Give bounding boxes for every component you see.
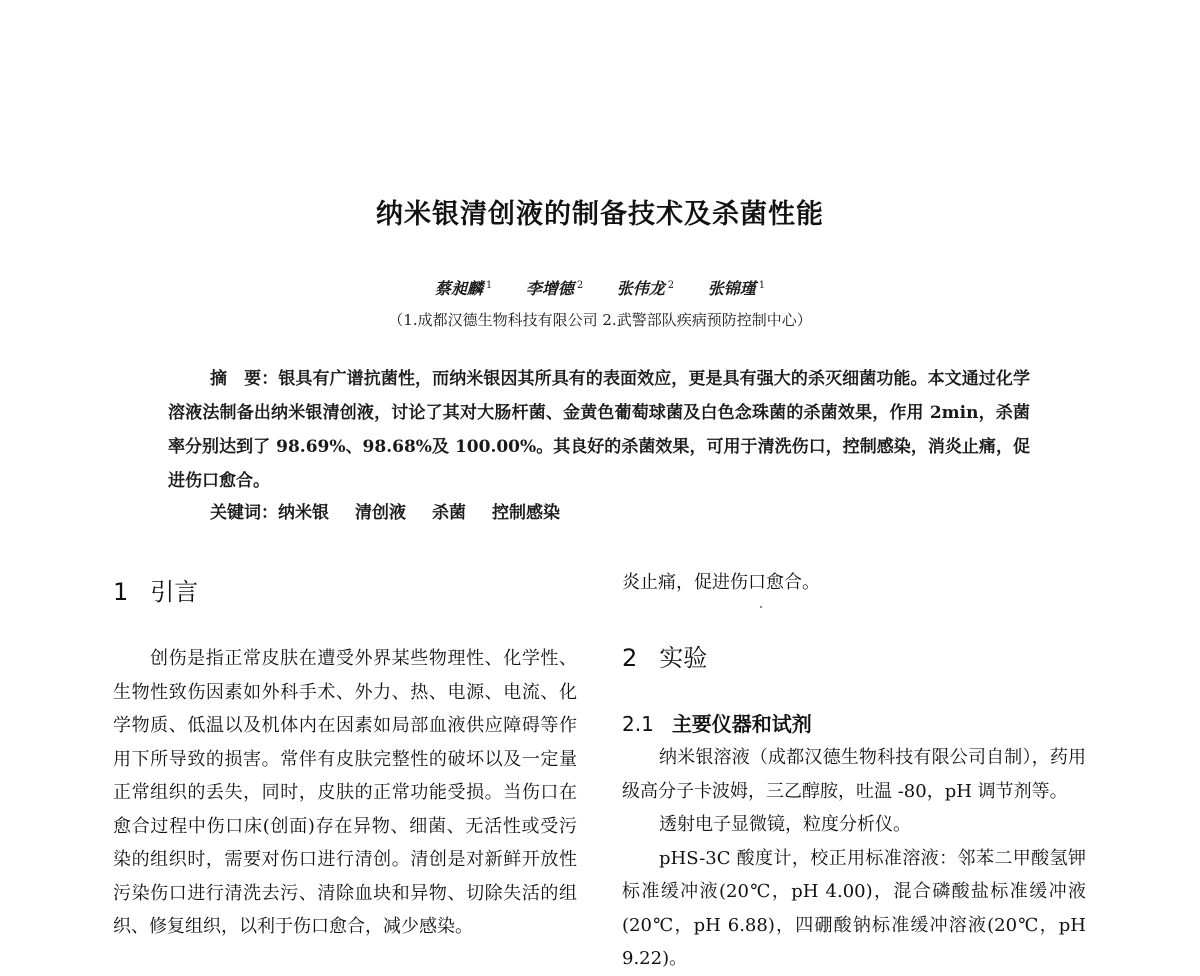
keyword: 杀菌	[432, 503, 466, 523]
keyword: 控制感染	[492, 503, 560, 523]
paragraph: 纳米银溶液（成都汉德生物科技有限公司自制），药用级高分子卡波姆，三乙醇胺，吐温 -80，pH 调节剂等。	[622, 747, 1086, 802]
keywords	[210, 498, 586, 523]
abstract-label: 摘 要：	[210, 369, 279, 389]
section-1-heading: 1 引言	[113, 578, 199, 606]
keyword: 纳米银	[278, 503, 329, 523]
author: 李增德 $^2$	[525, 279, 584, 298]
subsection-2-1-body	[622, 741, 1086, 976]
paragraph: pHS-3C 酸度计，校正用标准溶液：邻苯二甲酸氢钾标准缓冲液(20℃，pH 4.00)，混合磷酸盐标准缓冲液(20℃，pH 6.88)，四硼酸钠标准缓冲溶液(20℃，pH 9.22)。	[622, 847, 1086, 969]
author: 张锦瑾 $^1$	[707, 279, 766, 298]
author: 蔡昶麟 $^1$	[434, 279, 493, 298]
keyword: 清创液	[355, 503, 406, 523]
author: 张伟龙 $^2$	[616, 279, 675, 298]
subsection-2-1-heading: 2.1 主要仪器和试剂	[622, 712, 812, 736]
keywords-label: 关键词：	[210, 503, 278, 523]
continuation-text: 炎止痛，促进伤口愈合。	[622, 572, 820, 593]
paper-title: 纳米银清创液的制备技术及杀菌性能	[376, 199, 824, 230]
paragraph: 透射电子显微镜，粒度分析仪。	[659, 814, 911, 835]
affiliations: （1.成都汉德生物科技有限公司 2.武警部队疾病预防控制中心）	[388, 311, 812, 329]
paragraph: 创伤是指正常皮肤在遭受外界某些物理性、化学性、生物性致伤因素如外科手术、外力、热、电源、电流、化学物质、低温以及机体内在因素如局部血液供应障碍等作用下所导致的损害。常伴有皮肤完整性的破坏以及一定量正常组织的丢失，同时，皮肤的正常功能受损。当伤口在愈合过程中伤口床(创面)存在异物、细菌、无活性或受污染的组织时，需要对伤口进行清创。清创是对新鲜开放性污染伤口进行清洗去污、清除血块和异物、切除失活的组织、修复组织，以利于伤口愈合，减少感染。	[113, 648, 577, 937]
section-1-body	[113, 642, 577, 944]
author-list	[0, 276, 1200, 299]
abstract-text: 银具有广谱抗菌性，而纳米银因其所具有的表面效应，更是具有强大的杀灭细菌功能。本文通过化学溶液法制备出纳米银清创液，讨论了其对大肠杆菌、金黄色葡萄球菌及白色念珠菌的杀菌效果，作用 2min，杀菌率分别达到了 98.69%、98.68%及 100.00%。其良好的杀菌效果，可用于清洗伤口，控制感染，消炎止痛，促进伤口愈合。	[168, 369, 1031, 491]
abstract	[168, 362, 1030, 498]
print-speck	[760, 606, 762, 608]
section-2-heading: 2 实验	[622, 644, 708, 672]
